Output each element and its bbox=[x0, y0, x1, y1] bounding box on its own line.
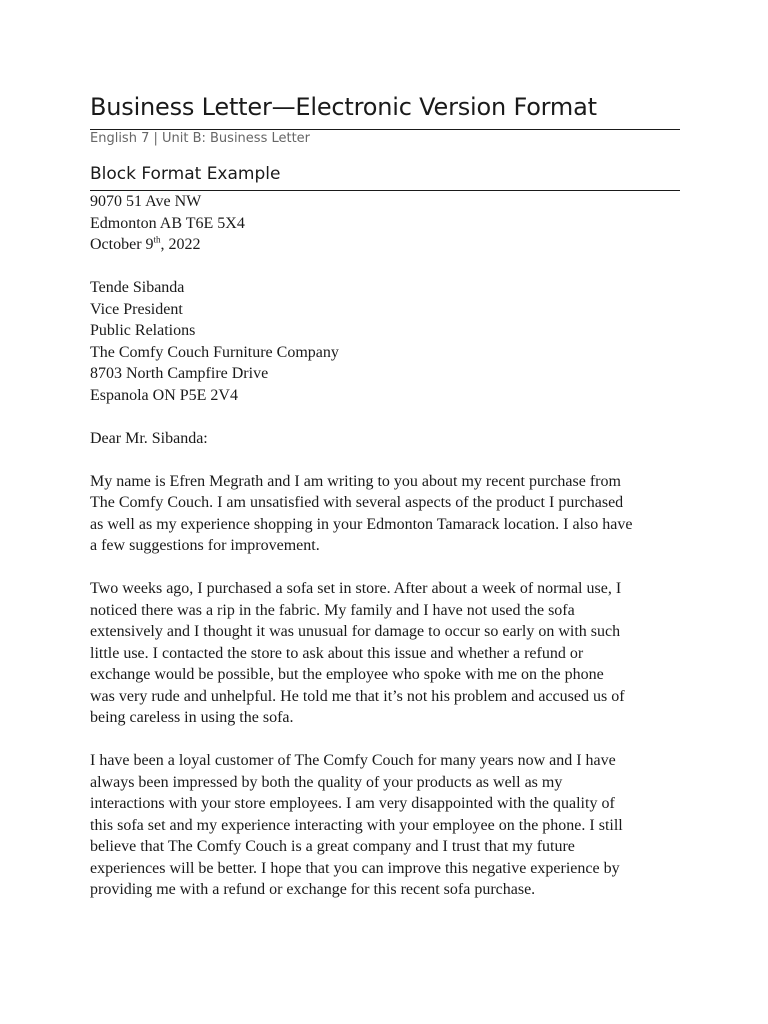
body-paragraph-1 bbox=[90, 471, 690, 557]
recipient-department: Public Relations bbox=[90, 322, 196, 339]
section-heading: Block Format Example bbox=[90, 164, 281, 184]
salutation: Dear Mr. Sibanda: bbox=[90, 429, 208, 447]
date-year: , 2022 bbox=[160, 236, 201, 253]
date-ordinal-suffix: th bbox=[153, 234, 161, 245]
paragraph-line: noticed there was a rip in the fabric. My family and I have not used the sofa bbox=[90, 601, 575, 619]
paragraph-line: was very rude and unhelpful. He told me that it’s not his problem and accused us of bbox=[90, 687, 625, 705]
spacer bbox=[90, 406, 690, 428]
paragraph-line: a few suggestions for improvement. bbox=[90, 537, 320, 554]
paragraph-line: little use. I contacted the store to ask about this issue and whether a refund or bbox=[90, 644, 584, 662]
body-paragraph-2 bbox=[90, 578, 690, 729]
letter-body bbox=[90, 191, 690, 901]
recipient-name: Tende Sibanda bbox=[90, 279, 185, 296]
paragraph-line: experiences will be better. I hope that you can improve this negative experience by bbox=[90, 859, 620, 877]
spacer bbox=[90, 449, 690, 471]
paragraph-line: providing me with a refund or exchange for this recent sofa purchase. bbox=[90, 881, 536, 898]
document-subtitle: English 7 | Unit B: Business Letter bbox=[90, 131, 311, 146]
paragraph-line: this sofa set and my experience interacting with your employee on the phone. I still bbox=[90, 816, 623, 834]
spacer bbox=[90, 729, 690, 751]
sender-address-line: 9070 51 Ave NW bbox=[90, 193, 202, 210]
paragraph-line: interactions with your store employees. I am very disappointed with the quality of bbox=[90, 795, 615, 812]
paragraph-line: exchange would be possible, but the employee who spoke with me on the phone bbox=[90, 666, 604, 683]
spacer bbox=[90, 557, 690, 579]
recipient-address bbox=[90, 277, 690, 406]
recipient-title: Vice President bbox=[90, 300, 183, 318]
paragraph-line: extensively and I thought it was unusual for damage to occur so early on with such bbox=[90, 623, 621, 640]
spacer bbox=[90, 256, 690, 278]
body-paragraph-3 bbox=[90, 750, 690, 901]
recipient-company: The Comfy Couch Furniture Company bbox=[90, 343, 339, 361]
paragraph-line: always been impressed by both the quality of your products as well as my bbox=[90, 773, 563, 791]
sender-address-line: Edmonton AB T6E 5X4 bbox=[90, 214, 245, 232]
title-divider bbox=[90, 129, 680, 130]
date-month-day: October 9 bbox=[90, 236, 154, 253]
paragraph-line: as well as my experience shopping in your Edmonton Tamarack location. I also have bbox=[90, 515, 633, 533]
paragraph-line: Two weeks ago, I purchased a sofa set in store. After about a week of normal use, I bbox=[90, 580, 622, 597]
paragraph-line: My name is Efren Megrath and I am writing to you about my recent purchase from bbox=[90, 472, 621, 490]
paragraph-line: believe that The Comfy Couch is a great company and I trust that my future bbox=[90, 838, 575, 855]
recipient-city: Espanola ON P5E 2V4 bbox=[90, 386, 238, 404]
document-title: Business Letter—Electronic Version Format bbox=[90, 93, 597, 121]
paragraph-line: I have been a loyal customer of The Comfy Couch for many years now and I have bbox=[90, 752, 616, 769]
paragraph-line: The Comfy Couch. I am unsatisfied with several aspects of the product I purchased bbox=[90, 494, 624, 511]
paragraph-line: being careless in using the sofa. bbox=[90, 709, 294, 726]
letter-date bbox=[90, 234, 690, 256]
recipient-street: 8703 North Campfire Drive bbox=[90, 365, 269, 382]
sender-address bbox=[90, 191, 690, 234]
